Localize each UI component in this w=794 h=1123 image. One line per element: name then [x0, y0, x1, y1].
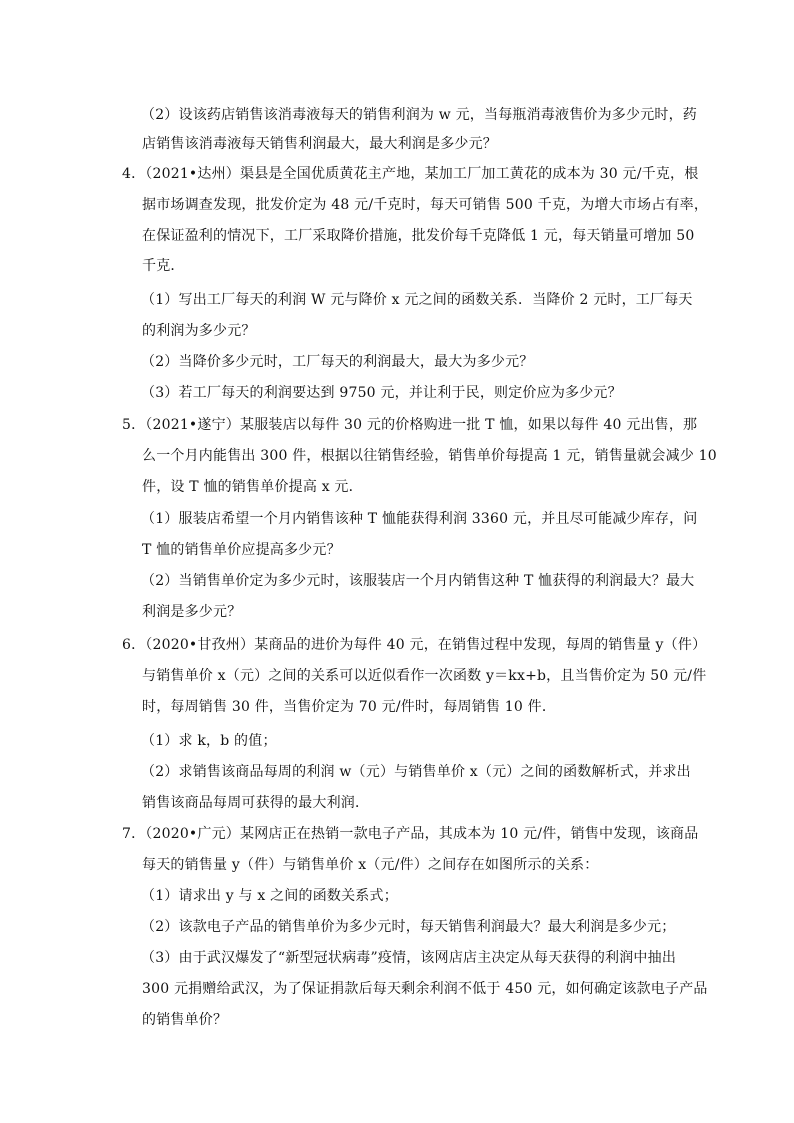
text-line: （2）当销售单价定为多少元时，该服装店一个月内销售这种 T 恤获得的利润最大？最大 [141, 573, 695, 589]
text-line: 销售该商品每周可获得的最大利润． [142, 795, 370, 811]
text-line: 店销售该消毒液每天销售利润最大，最大利润是多少元？ [142, 136, 497, 152]
text-line: T 恤的销售单价应提高多少元？ [142, 542, 341, 558]
text-line: 利润是多少元？ [142, 604, 242, 620]
question-5-heading: 5．（2021•遂宁）某服装店以每件 30 元的价格购进一批 T 恤，如果以每件 40 元出售，那 [122, 417, 698, 433]
text-line: （1）服装店希望一个月内销售该种 T 恤能获得利润 3360 元，并且尽可能减少库存，问 [141, 511, 698, 527]
text-line: （1）写出工厂每天的利润 W 元与降价 x 元之间的函数关系．当降价 2 元时，工厂每天 [141, 292, 693, 308]
text-line: （1）请求出 y 与 x 之间的函数关系式； [141, 888, 398, 904]
question-4-heading: 4．（2021•达州）渠县是全国优质黄花主产地，某加工厂加工黄花的成本为 30 元/千克，根 [122, 166, 699, 182]
text-line: 与销售单价 x（元）之间的关系可以近似看作一次函数 y＝kx+b，且当售价定为 50 元/件 [142, 668, 707, 684]
text-line: 每天的销售量 y（件）与销售单价 x（元/件）之间存在如图所示的关系： [142, 857, 599, 873]
text-line: 件，设 T 恤的销售单价提高 x 元． [142, 479, 363, 495]
text-line: （2）该款电子产品的销售单价为多少元时，每天销售利润最大？最大利润是多少元； [141, 919, 676, 935]
text-line: 在保证盈利的情况下，工厂采取降价措施，批发价每千克降低 1 元，每天销量可增加 50 [142, 228, 695, 244]
question-6-heading: 6．（2020•甘孜州）某商品的进价为每件 40 元，在销售过程中发现，每周的销售量 y（件） [122, 637, 707, 653]
text-line: 时，每周销售 30 件，当售价定为 70 元/件时，每周销售 10 件． [142, 699, 557, 715]
text-line: 300 元捐赠给武汉，为了保证捐款后每天剩余利润不低于 450 元，如何确定该款电子产品 [142, 981, 708, 997]
text-line: （2）当降价多少元时，工厂每天的利润最大，最大为多少元？ [141, 354, 534, 370]
text-line: （2）设该药店销售该消毒液每天的销售利润为 w 元，当每瓶消毒液售价为多少元时，药 [141, 107, 697, 123]
text-line: （1）求 k，b 的值； [141, 733, 277, 749]
text-line: （3）若工厂每天的利润要达到 9750 元，并让利于民，则定价应为多少元？ [141, 385, 622, 401]
text-line: 的销售单价？ [142, 1012, 228, 1028]
text-line: 么一个月内能售出 300 件，根据以往销售经验，销售单价每提高 1 元，销售量就会减少 10 [142, 448, 717, 464]
text-line: 据市场调查发现，批发价定为 48 元/千克时，每天可销售 500 千克，为增大市场占有率， [142, 197, 709, 213]
text-line: （3）由于武汉爆发了“新型冠状病毒”疫情，该网店店主决定从每天获得的利润中抽出 [141, 950, 677, 966]
text-line: （2）求销售该商品每周的利润 w（元）与销售单价 x（元）之间的函数解析式，并求出 [141, 764, 691, 780]
question-7-heading: 7．（2020•广元）某网店正在热销一款电子产品，其成本为 10 元/件，销售中发现，该商品 [122, 826, 699, 842]
text-line: 的利润为多少元？ [142, 323, 256, 339]
text-line: 千克． [142, 258, 185, 274]
